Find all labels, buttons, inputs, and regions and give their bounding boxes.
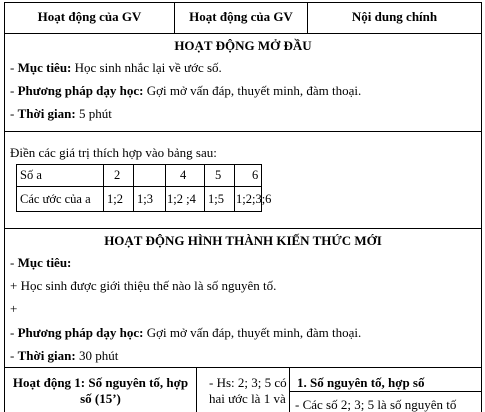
divisor-table-r2-c2: 1;3 bbox=[137, 192, 153, 206]
divisor-table-r1-c4: 5 bbox=[215, 168, 222, 182]
divisor-table-col-0 bbox=[16, 164, 17, 212]
section1-bottom-line bbox=[4, 228, 482, 229]
activity-divider-1 bbox=[196, 367, 197, 412]
header-col-gv-1: Hoạt động của GV bbox=[37, 9, 142, 24]
section1-method-label: Phương pháp dạy học: bbox=[17, 83, 144, 98]
table-border-right bbox=[481, 2, 482, 412]
header-col-gv-2: Hoạt động của GV bbox=[189, 9, 293, 24]
section2-objective-label: Mục tiêu: bbox=[17, 255, 72, 270]
activity-divider-2 bbox=[289, 367, 290, 412]
table-border-top bbox=[4, 2, 482, 3]
divisor-table-r2-c4: 1;5 bbox=[208, 192, 224, 206]
section1-prompt: Điền các giá trị thích hợp vào bảng sau: bbox=[10, 145, 217, 160]
divisor-table-col-3 bbox=[165, 164, 166, 212]
activity1-content-line1: - Các số 2; 3; 5 là số nguyên tố bbox=[295, 397, 457, 412]
header-col-content: Nội dung chính bbox=[351, 9, 438, 24]
section2-method-line: - Phương pháp dạy học: Gợi mở vấn đáp, thuyết minh, đàm thoại. bbox=[10, 325, 362, 340]
divisor-table-r2-c0: Các ước của a bbox=[20, 192, 91, 206]
section1-objective-line: - Mục tiêu: Học sinh nhắc lại về ước số. bbox=[10, 60, 222, 75]
section1-objective-label: Mục tiêu: bbox=[17, 60, 72, 75]
section2-title: HOẠT ĐỘNG HÌNH THÀNH KIẾN THỨC MỚI bbox=[104, 233, 382, 248]
divisor-table-top bbox=[16, 164, 262, 165]
divisor-table-r1-c5: 6 bbox=[252, 168, 259, 182]
activity1-hs-line2: hai ước là 1 và bbox=[209, 391, 286, 406]
table-border-left bbox=[4, 2, 5, 412]
header-bottom-line bbox=[4, 33, 482, 34]
activity1-hs-line1: - Hs: 2; 3; 5 có bbox=[209, 375, 287, 390]
activity-content-underline bbox=[289, 391, 482, 392]
section1-method-text: Gợi mở vấn đáp, thuyết minh, đàm thoại. bbox=[143, 83, 362, 98]
divisor-table-r2-c5: 1;2;3;6 bbox=[236, 192, 272, 206]
activity1-title-line2: số (15’) bbox=[80, 391, 121, 406]
divisor-table-col-4 bbox=[204, 164, 205, 212]
section2-method-label: Phương pháp dạy học: bbox=[17, 325, 144, 340]
section1-time-line: - Thời gian: 5 phút bbox=[10, 106, 112, 121]
divisor-table-r1-c1: 2 bbox=[114, 168, 121, 182]
activity1-title-line1: Hoạt động 1: Số nguyên tố, hợp bbox=[12, 375, 189, 390]
section1-time-label: Thời gian: bbox=[17, 106, 76, 121]
section2-bottom-line bbox=[4, 367, 482, 368]
divisor-table-r1-c0: Số a bbox=[20, 168, 42, 182]
section2-bullet-2: + bbox=[10, 301, 18, 316]
section2-time-text: 30 phút bbox=[75, 348, 119, 363]
section1-objectives-bottom bbox=[4, 131, 482, 132]
section1-title: HOẠT ĐỘNG MỞ ĐẦU bbox=[174, 38, 312, 53]
section1-method-line: - Phương pháp dạy học: Gợi mở vấn đáp, thuyết minh, đàm thoại. bbox=[10, 83, 362, 98]
divisor-table-r1-c3: 4 bbox=[180, 168, 187, 182]
section1-objective-text: Học sinh nhắc lại về ước số. bbox=[71, 60, 222, 75]
divisor-table-col-1 bbox=[103, 164, 104, 212]
divisor-table-bottom bbox=[16, 211, 262, 212]
divisor-table-r2-c3: 1;2 ;4 bbox=[167, 192, 196, 206]
section2-objective-line: - Mục tiêu: bbox=[10, 255, 72, 270]
section2-time-label: Thời gian: bbox=[17, 348, 76, 363]
activity1-content-title: 1. Số nguyên tố, hợp số bbox=[297, 375, 425, 390]
divisor-table-col-5 bbox=[234, 164, 235, 212]
section2-time-line: - Thời gian: 30 phút bbox=[10, 348, 119, 363]
section1-time-text: 5 phút bbox=[75, 106, 112, 121]
section2-method-text: Gợi mở vấn đáp, thuyết minh, đàm thoại. bbox=[143, 325, 362, 340]
divisor-table-col-2 bbox=[133, 164, 134, 212]
section2-bullet-1: + Học sinh được giới thiệu thế nào là số nguyên tố. bbox=[10, 278, 277, 293]
divisor-table-middle bbox=[16, 186, 262, 187]
divisor-table-r2-c1: 1;2 bbox=[107, 192, 123, 206]
